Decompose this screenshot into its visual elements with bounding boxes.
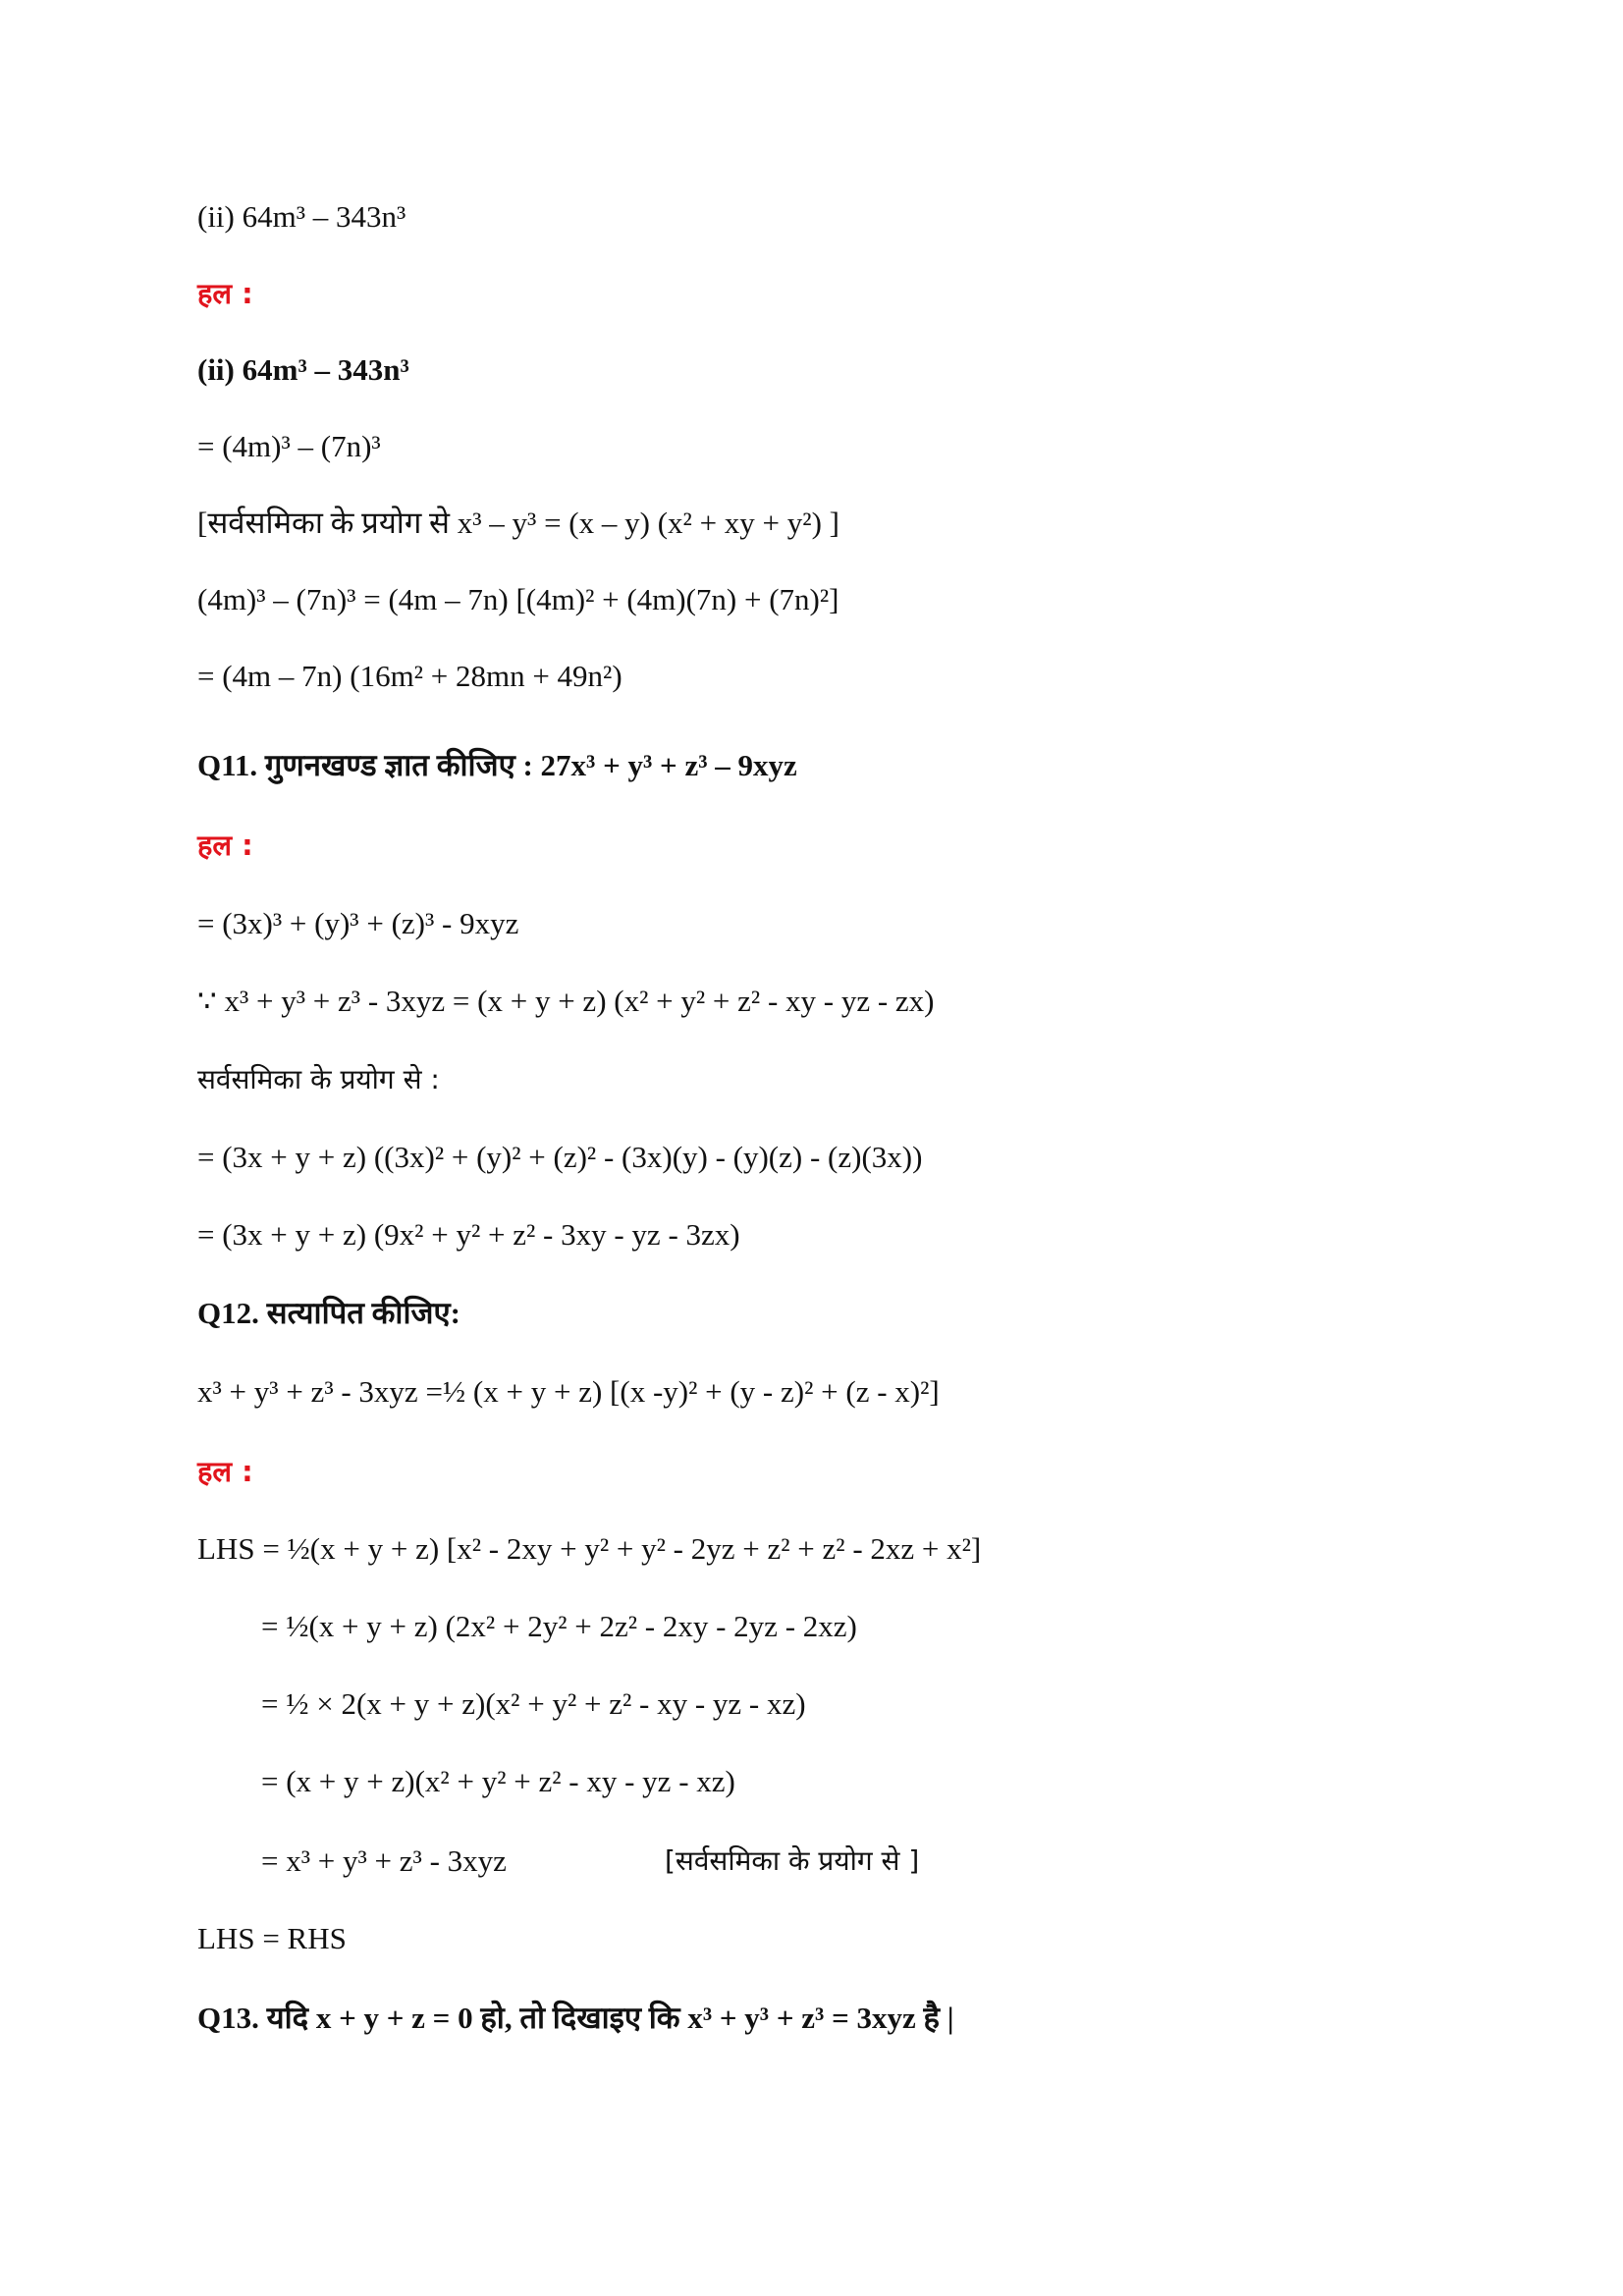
solution-result: = (3x + y + z) (9x² + y² + z² - 3xy - yz - 3zx) (197, 1217, 740, 1252)
problem-part-ii: (ii) 64m³ – 343n³ (197, 199, 406, 234)
question-11: Q11. गुणनखण्ड ज्ञात कीजिए : 27x³ + y³ + z³ – 9xyz (197, 748, 797, 782)
solution-step: = (x + y + z)(x² + y² + z² - xy - yz - xz) (261, 1764, 735, 1798)
solution-step: = (3x + y + z) ((3x)² + (y)² + (z)² - (3x)(y) - (y)(z) - (z)(3x)) (197, 1140, 923, 1174)
solution-step: = (3x)³ + (y)³ + (z)³ - 9xyz (197, 906, 519, 940)
conclusion: LHS = RHS (197, 1921, 347, 1955)
verification-statement: x³ + y³ + z³ - 3xyz =½ (x + y + z) [(x -y)² + (y - z)² + (z - x)²] (197, 1374, 940, 1409)
identity-note: [सर्वसमिका के प्रयोग से x³ – y³ = (x – y) (x² + xy + y²) ] (197, 506, 839, 540)
identity-usage-note: सर्वसमिका के प्रयोग से : (197, 1063, 440, 1095)
question-13: Q13. यदि x + y + z = 0 हो, तो दिखाइए कि x³ + y³ + z³ = 3xyz है | (197, 2001, 954, 2035)
solution-step: = x³ + y³ + z³ - 3xyz (261, 1843, 507, 1878)
solution-result: = (4m – 7n) (16m² + 28mn + 49n²) (197, 659, 622, 693)
identity-statement: ∵ x³ + y³ + z³ - 3xyz = (x + y + z) (x² + y² + z² - xy - yz - zx) (197, 984, 935, 1018)
solution-step: (4m)³ – (7n)³ = (4m – 7n) [(4m)² + (4m)(7n) + (7n)²] (197, 582, 839, 616)
solution-part-ii-heading: (ii) 64m³ – 343n³ (197, 352, 409, 387)
solution-step: = (4m)³ – (7n)³ (197, 429, 381, 463)
solution-step: = ½ × 2(x + y + z)(x² + y² + z² - xy - yz - xz) (261, 1686, 806, 1721)
question-12: Q12. सत्यापित कीजिए: (197, 1296, 460, 1330)
identity-usage-note: [सर्वसमिका के प्रयोग से ] (665, 1844, 920, 1877)
solution-label: हल : (197, 277, 253, 310)
lhs-expansion: LHS = ½(x + y + z) [x² - 2xy + y² + y² - 2yz + z² + z² - 2xz + x²] (197, 1531, 982, 1566)
solution-step: = ½(x + y + z) (2x² + 2y² + 2z² - 2xy - 2yz - 2xz) (261, 1609, 857, 1643)
solution-label: हल : (197, 828, 253, 862)
solution-label: हल : (197, 1455, 253, 1488)
